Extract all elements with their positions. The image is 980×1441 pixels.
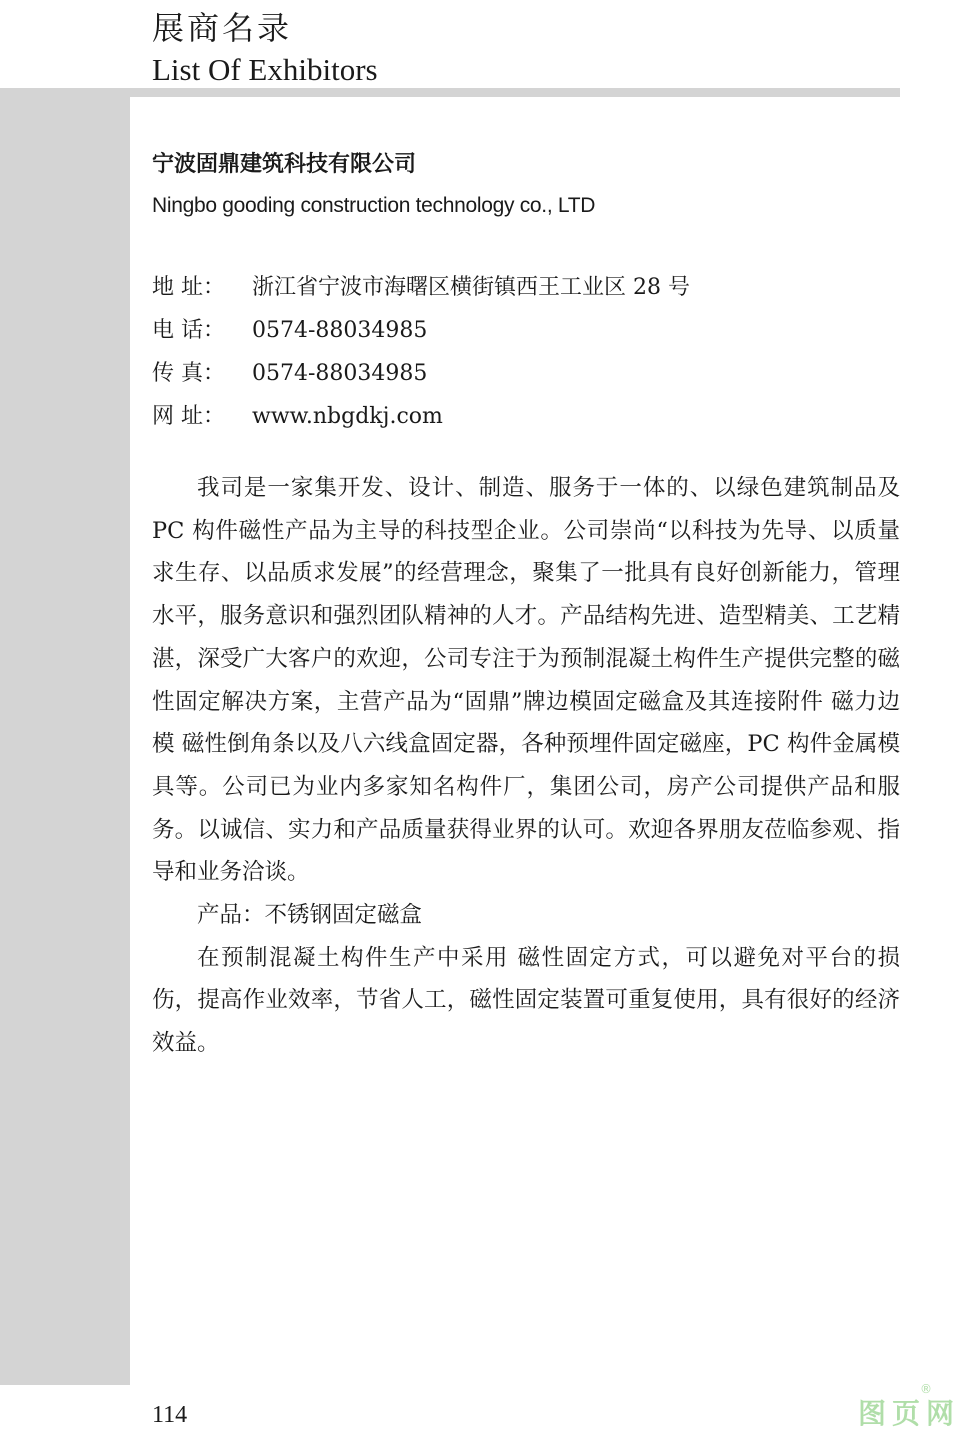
fax-label: 传 真： (152, 361, 225, 386)
page-number: 114 (152, 1402, 188, 1428)
website-value: www.nbgdkj.com (252, 404, 443, 429)
address-label: 地 址： (152, 275, 225, 300)
phone-label: 电 话： (152, 318, 225, 343)
contact-phone (152, 309, 900, 352)
page-header (152, 8, 378, 90)
description-paragraph: 我司是一家集开发、设计、制造、服务于一体的、以绿色建筑制品及 PC 构件磁性产品为主导的科技型企业。公司崇尚“以科技为先导、以质量求生存、以品质求发展”的经营理念，聚集了一批具有良好创新能力，管理水平，服务意识和强烈团队精神的人才。产品结构先进、造型精美、工艺精湛，深受广大客户的欢迎，公司专注于为预制混凝土构件生产提供完整的磁性固定解决方案，主营产品为“固鼎”牌边模固定磁盒及其连接附件 磁力边模 磁性倒角条以及八六线盒固定器，各种预埋件固定磁座，PC 构件金属模具等。公司已为业内多家知名构件厂，集团公司，房产公司提供产品和服务。以诚信、实力和产品质量获得业界的认可。欢迎各界朋友莅临参观、指导和业务洽谈。 (152, 475, 900, 886)
address-value: 浙江省宁波市海曙区横街镇西王工业区 28 号 (252, 275, 690, 300)
contact-address (152, 266, 900, 309)
product-line: 产品：不锈钢固定磁盒 (197, 902, 423, 929)
watermark-text: 图页网 (857, 1397, 960, 1430)
company-name-en: Ningbo gooding construction technology co., LTD (152, 194, 596, 217)
contact-fax (152, 352, 900, 395)
company-name-cn: 宁波固鼎建筑科技有限公司 (152, 152, 417, 177)
fax-value: 0574-88034985 (252, 361, 428, 386)
header-title-en: List Of Exhibitors (152, 52, 378, 87)
contact-website (152, 395, 900, 438)
top-divider-bar (0, 88, 900, 97)
company-description (152, 467, 900, 1065)
website-label: 网 址： (152, 404, 225, 429)
left-sidebar-bar (0, 97, 130, 1385)
contact-list (152, 266, 900, 438)
phone-value: 0574-88034985 (252, 318, 428, 343)
registered-mark: ® (920, 1382, 932, 1396)
exhibitor-entry (152, 146, 900, 1065)
header-title-cn: 展商名录 (152, 9, 293, 47)
watermark-logo (857, 1382, 960, 1432)
product-description: 在预制混凝土构件生产中采用 磁性固定方式，可以避免对平台的损伤，提高作业效率，节省人工，磁性固定装置可重复使用，具有很好的经济效益。 (152, 944, 900, 1057)
